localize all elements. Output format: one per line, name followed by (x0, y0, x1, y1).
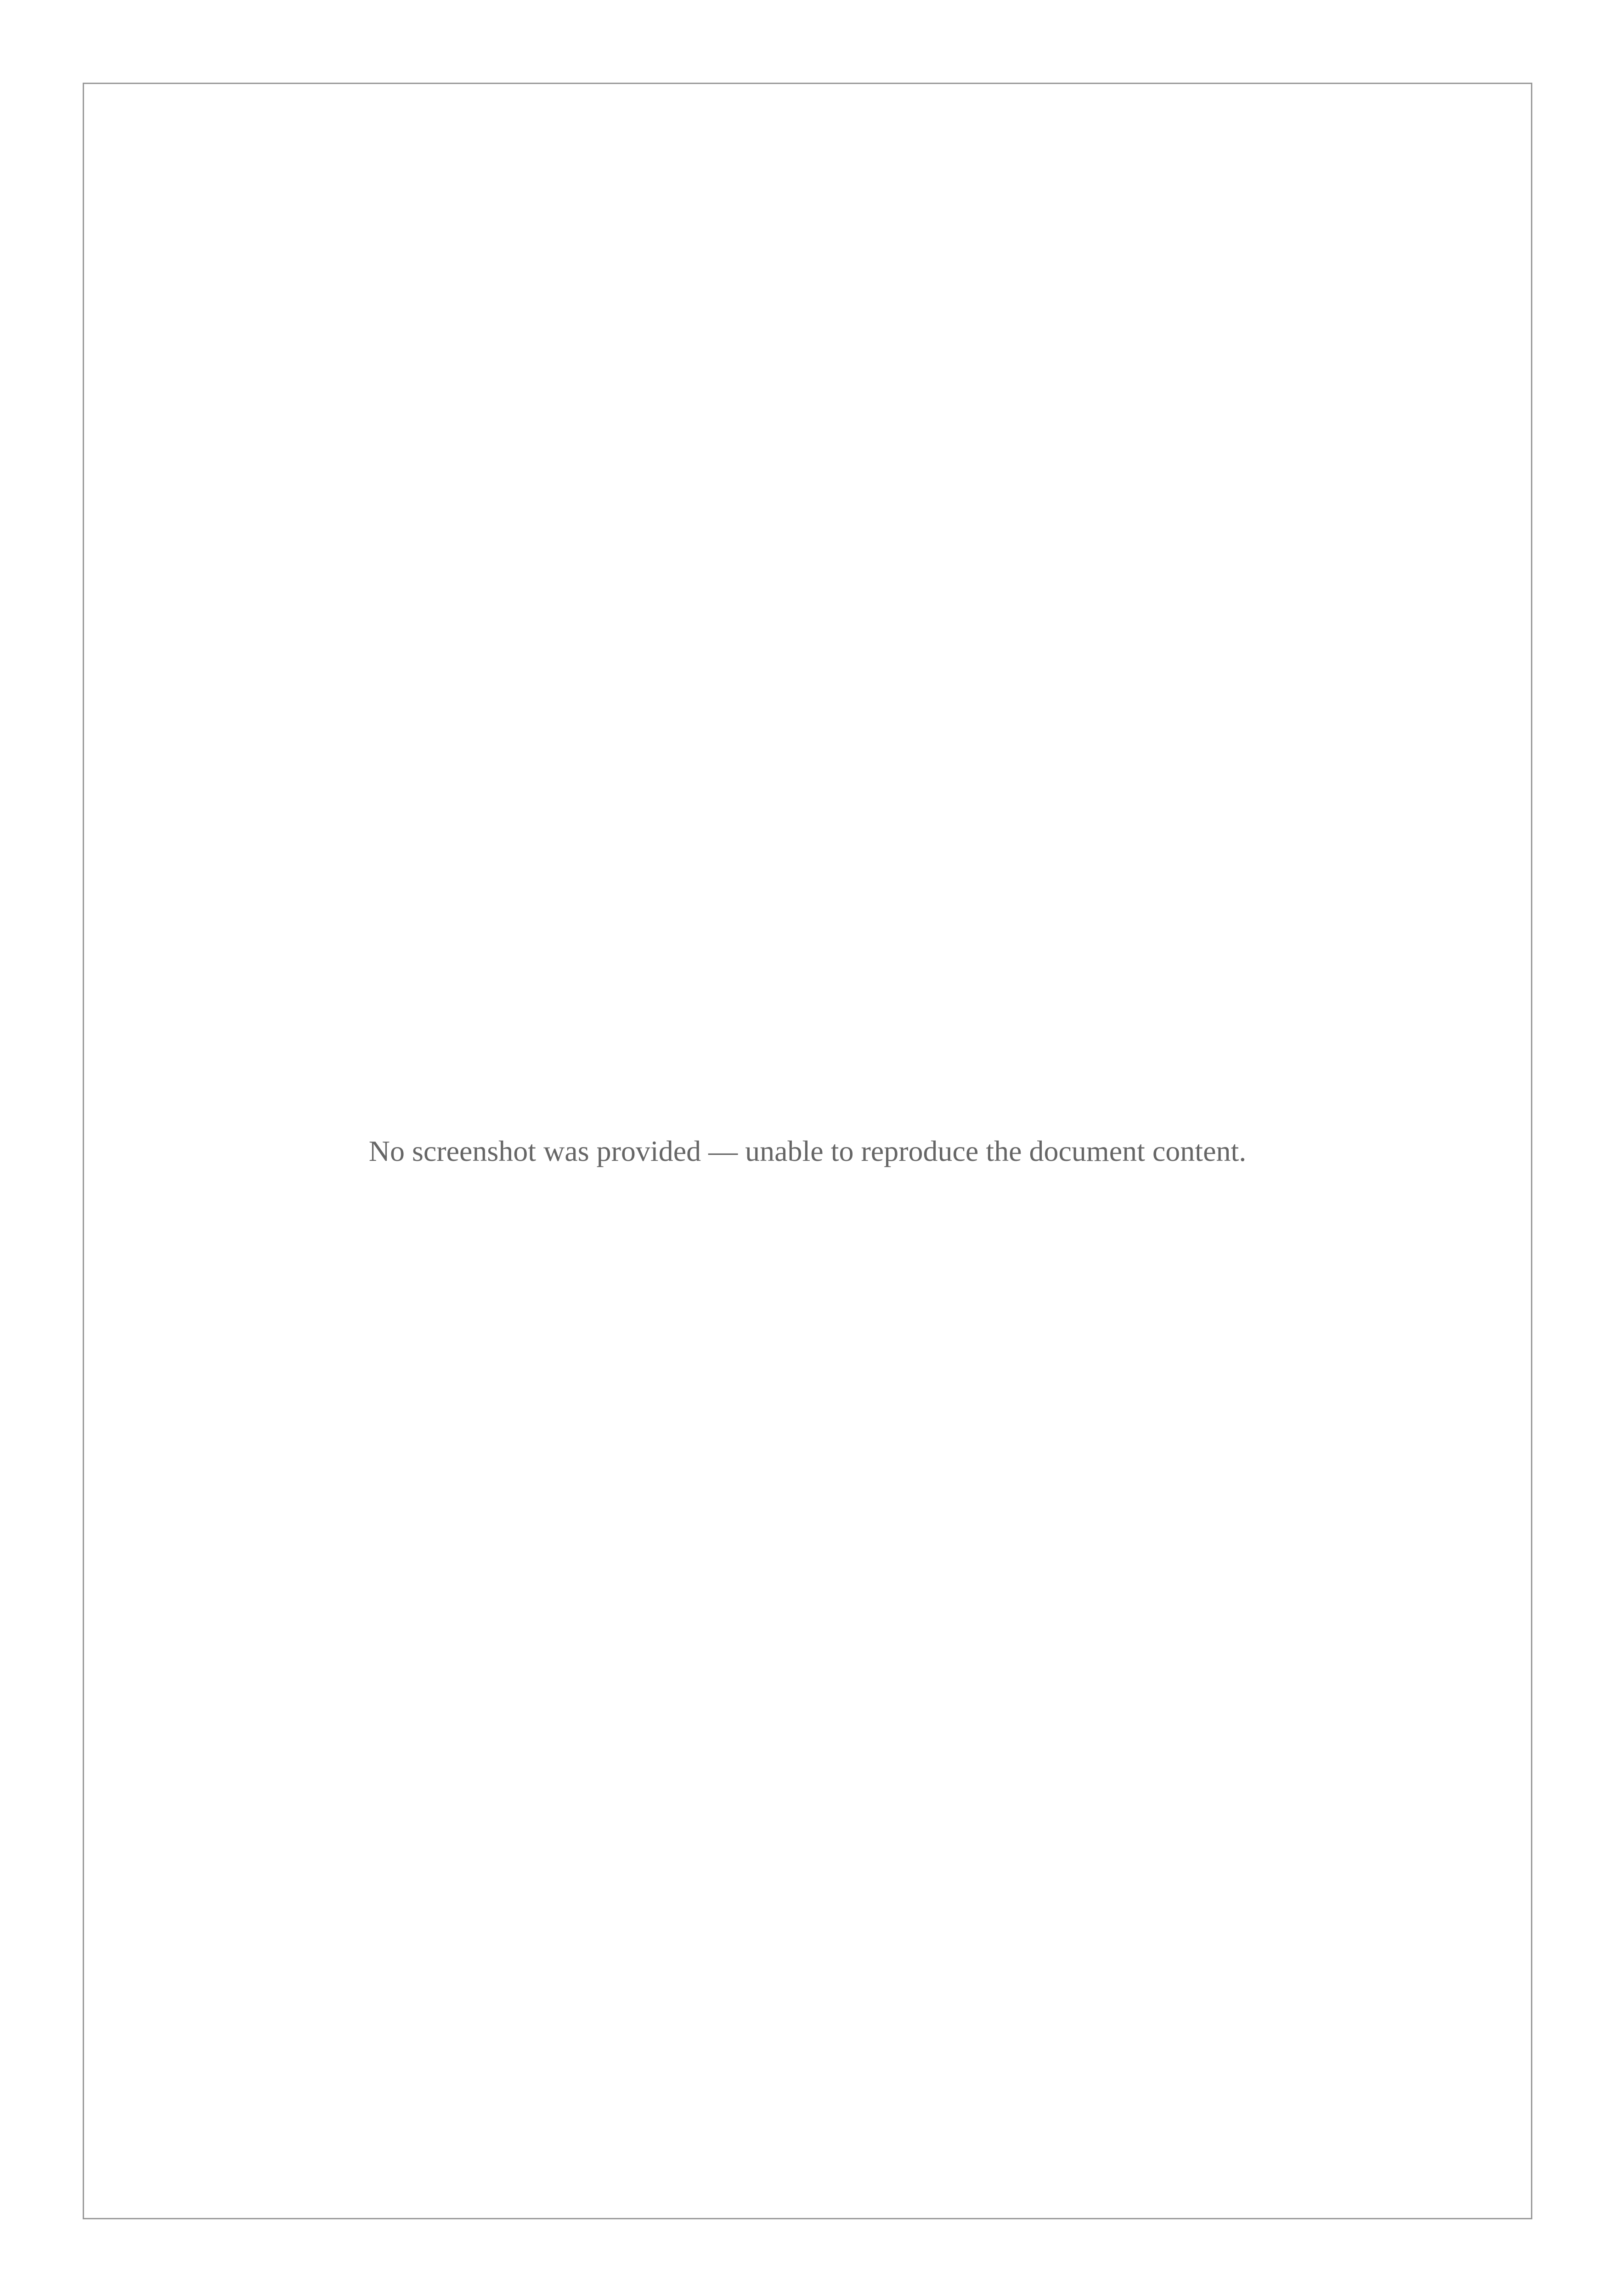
placeholder-message: No screenshot was provided — unable to reproduce the document content. (368, 1134, 1247, 1167)
document-page (83, 83, 1532, 2219)
